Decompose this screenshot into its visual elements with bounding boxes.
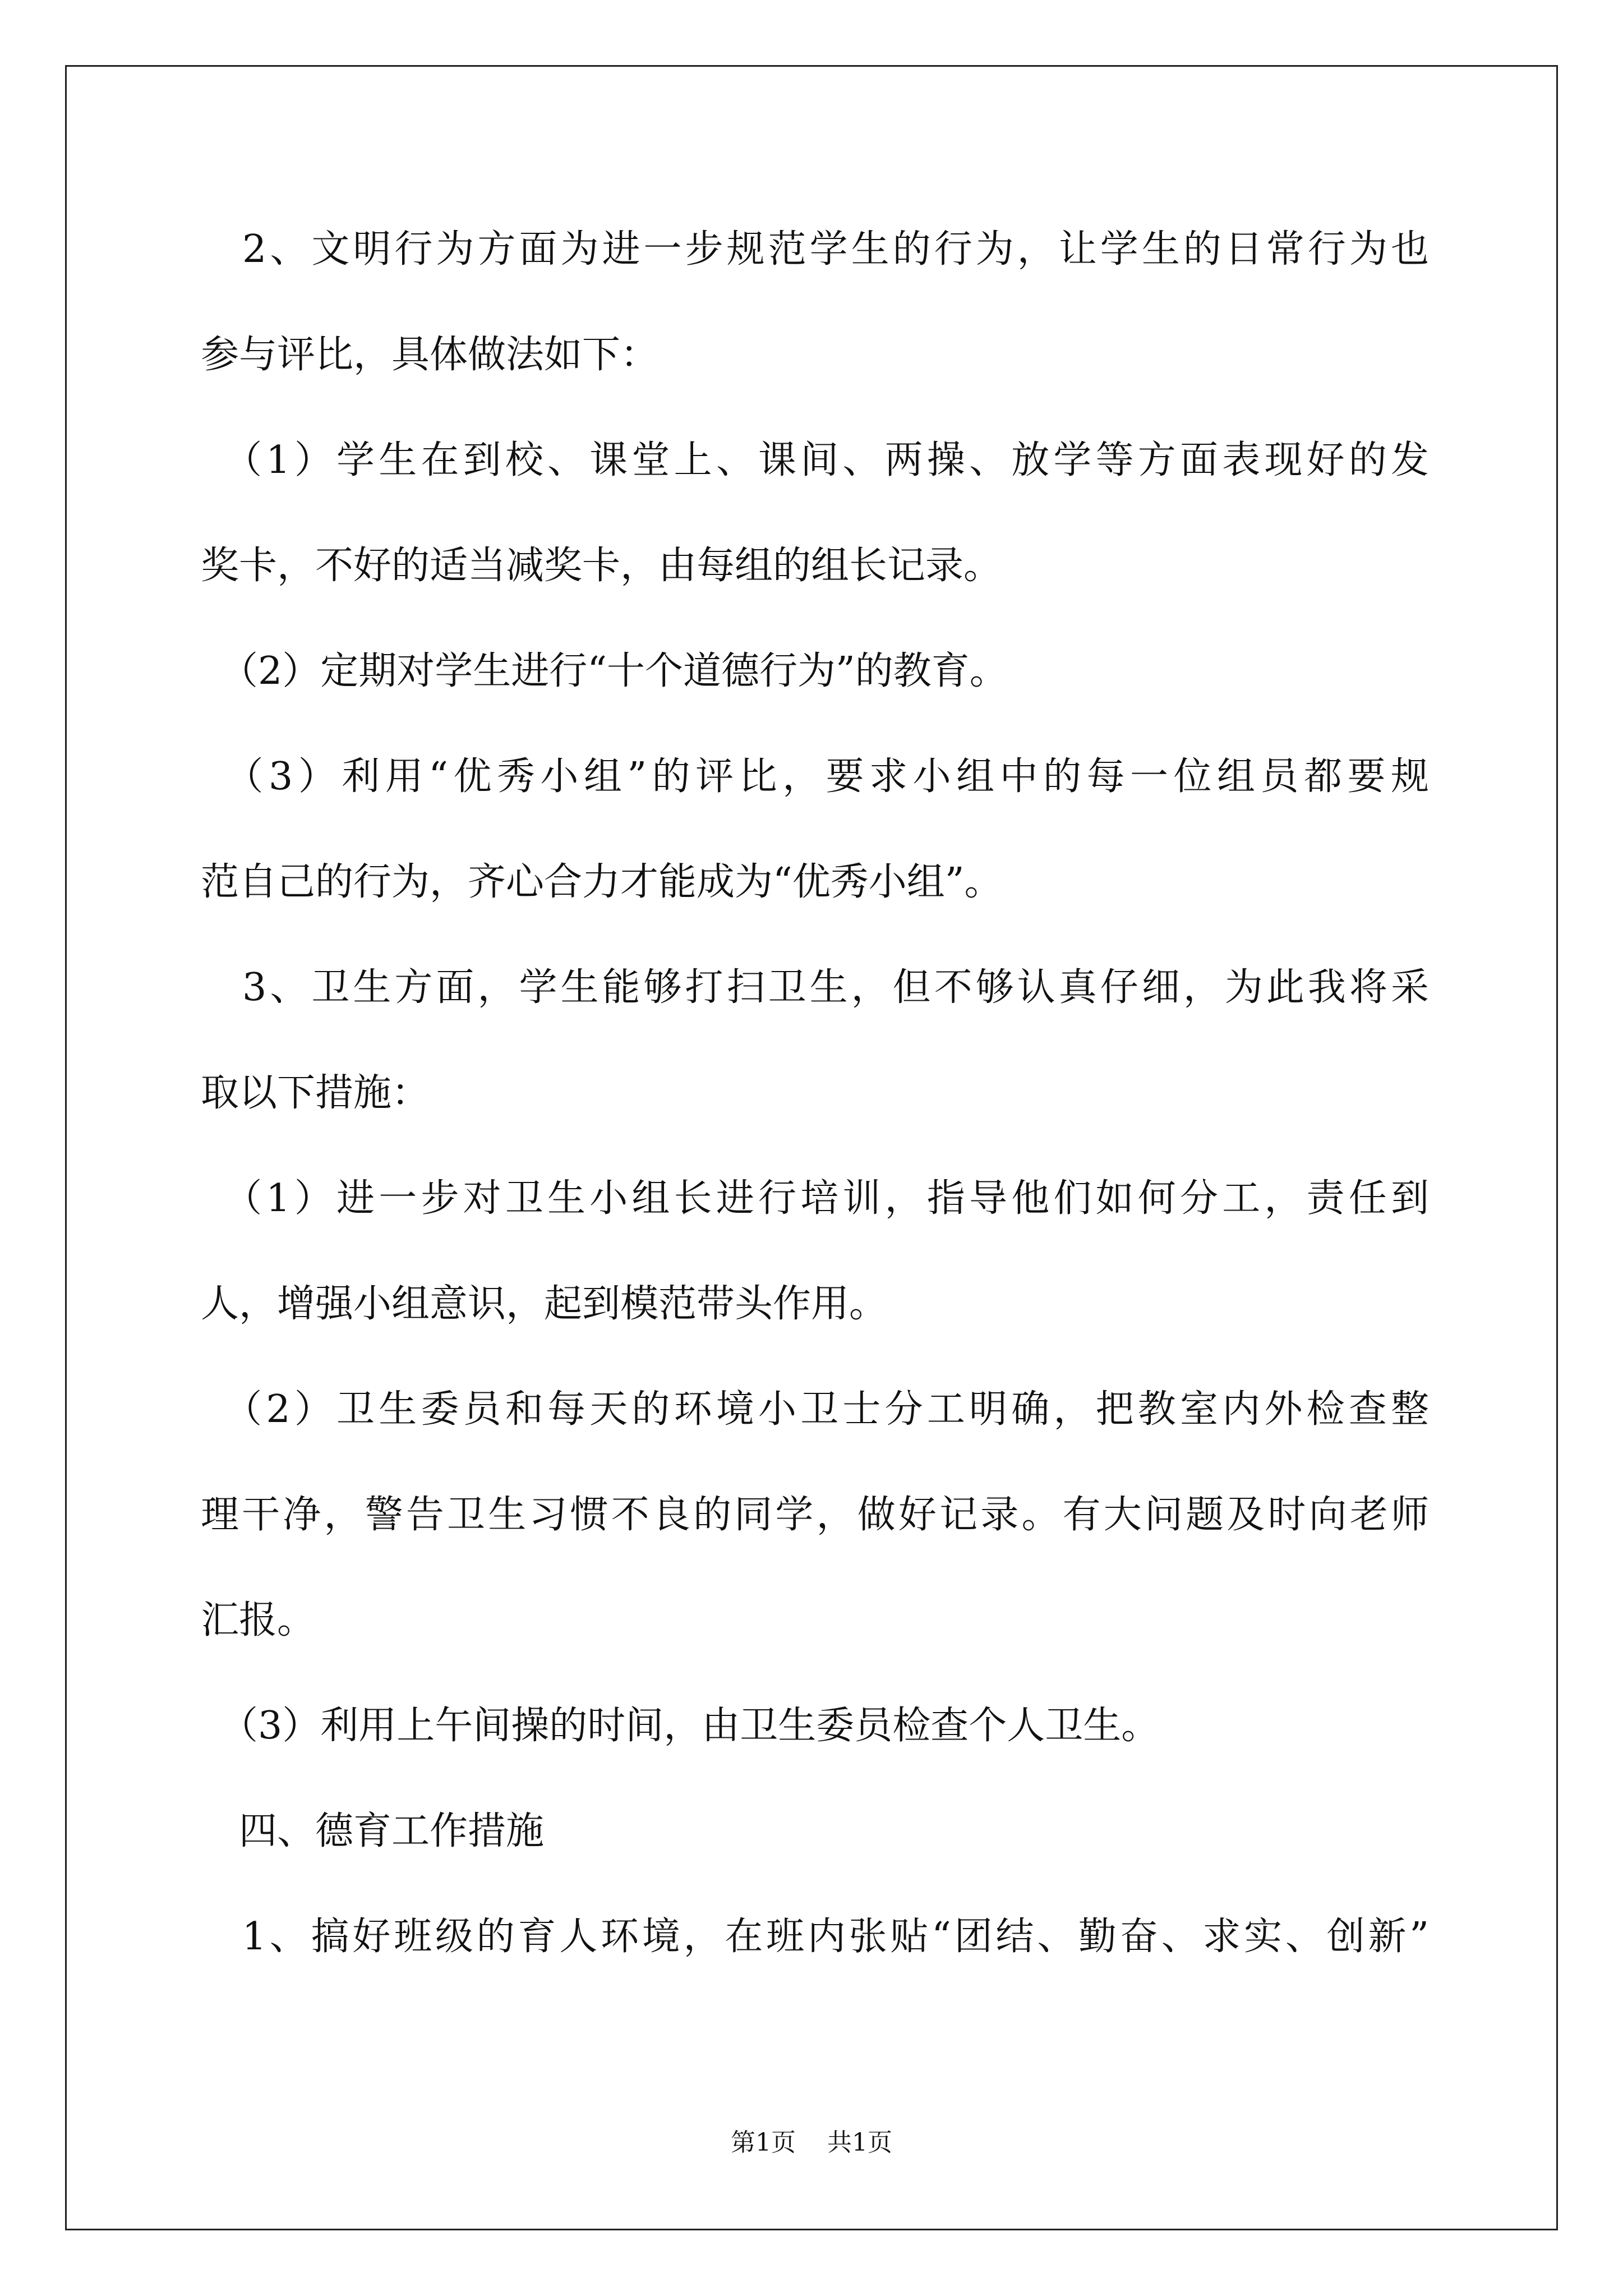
text-line-4: 奖卡，不好的适当减奖卡，由每组的组长记录。 xyxy=(201,544,1002,588)
text-line-17: 1、搞好班级的育人环境，在班内张贴“团结、勤奋、求实、创新” xyxy=(201,1915,1429,1959)
text-line-2: 参与评比，具体做法如下： xyxy=(201,333,659,377)
text-line-3: （1）学生在到校、课堂上、课间、两操、放学等方面表现好的发 xyxy=(201,438,1429,482)
text-line-13: 理干净，警告卫生习惯不良的同学，做好记录。有大问题及时向老师 xyxy=(201,1493,1429,1537)
text-line-7: 范自己的行为，齐心合力才能成为“优秀小组”。 xyxy=(201,860,1003,904)
text-line-1: 2、文明行为方面为进一步规范学生的行为，让学生的日常行为也 xyxy=(201,227,1429,272)
text-line-9: 取以下措施： xyxy=(201,1071,430,1115)
page-footer: 第1页 共1页 xyxy=(731,2128,892,2157)
text-line-12: （2）卫生委员和每天的环境小卫士分工明确，把教室内外检查整 xyxy=(201,1387,1429,1432)
text-line-11: 人，增强小组意识，起到模范带头作用。 xyxy=(201,1282,888,1326)
page-border xyxy=(65,65,1558,2230)
text-line-16: 四、德育工作措施 xyxy=(201,1809,545,1853)
text-line-15: （3）利用上午间操的时间，由卫生委员检查个人卫生。 xyxy=(201,1704,1160,1748)
text-line-10: （1）进一步对卫生小组长进行培训，指导他们如何分工，责任到 xyxy=(201,1176,1429,1221)
text-line-8: 3、卫生方面，学生能够打扫卫生，但不够认真仔细，为此我将采 xyxy=(201,965,1429,1010)
text-line-6: （3）利用“优秀小组”的评比，要求小组中的每一位组员都要规 xyxy=(201,754,1429,799)
text-line-14: 汇报。 xyxy=(201,1598,316,1642)
text-line-5: （2）定期对学生进行“十个道德行为”的教育。 xyxy=(201,649,1008,693)
